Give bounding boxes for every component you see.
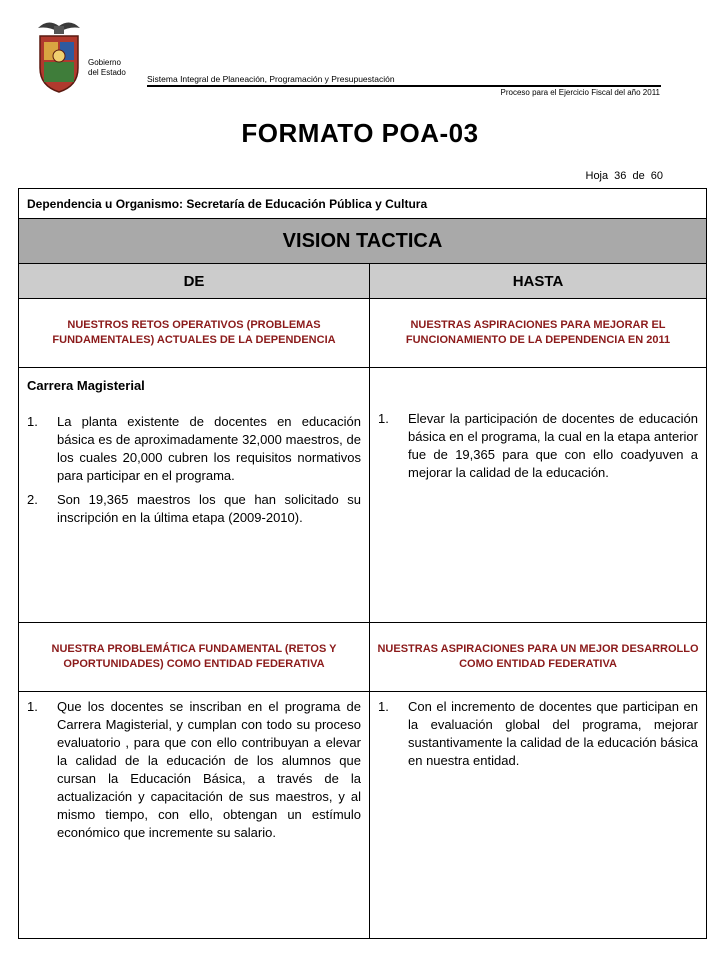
problematica-fundamental-cell [19, 692, 370, 939]
item-text: La planta existente de docentes en educación básica es de aproximadamente 32,000 maestros, de los cuales 20,000 cubren los requisitos normativos para participar en el programa. [57, 414, 361, 483]
retos-operativos-cell [19, 368, 370, 623]
gobierno-line1: Gobierno [88, 58, 121, 67]
list-item [27, 413, 361, 485]
aspiraciones-entidad-cell [370, 692, 707, 939]
carrera-magisterial-label: Carrera Magisterial [27, 378, 145, 393]
gobierno-line2: del Estado [88, 68, 126, 77]
list-item [27, 491, 361, 527]
item-text: Son 19,365 maestros los que han solicitado su inscripción en la última etapa (2009-2010). [57, 492, 361, 525]
retos-operativos-header: NUESTROS RETOS OPERATIVOS (PROBLEMAS FUNDAMENTALES) ACTUALES DE LA DEPENDENCIA [19, 299, 370, 368]
page-number: Hoja 36 de 60 [585, 170, 663, 182]
dependencia-cell: Dependencia u Organismo: Secretaría de Educación Pública y Cultura [19, 189, 707, 219]
aspiraciones-entidad-header: NUESTRAS ASPIRACIONES PARA UN MEJOR DESARROLLO COMO ENTIDAD FEDERATIVA [370, 623, 707, 692]
item-number: 1. [27, 699, 38, 714]
item-number: 1. [27, 414, 38, 429]
problematica-fundamental-header: NUESTRA PROBLEMÁTICA FUNDAMENTAL (RETOS Y OPORTUNIDADES) COMO ENTIDAD FEDERATIVA [19, 623, 370, 692]
item-text: Que los docentes se inscriban en el programa de Carrera Magisterial, y cumplan con todo su proceso evaluatorio , para que con ello contribuyan a elevar la calidad de la educación de los alumnos que cursan la Educación Básica, a través de la actualización y capacitación de sus maestros, y al mismo tiempo, con ello, obtengan un estímulo económico que incremente su salario. [57, 699, 361, 840]
poa-table [18, 188, 707, 939]
proceso-label: Proceso para el Ejercicio Fiscal del año 2011 [500, 88, 660, 97]
gobierno-label [88, 58, 126, 78]
state-seal-logo [34, 16, 84, 96]
item-text: Con el incremento de docentes que participan en la evaluación global del programa, mejorar sustantivamente la calidad de la educación básica en nuestra entidad. [408, 699, 698, 768]
list-item [378, 698, 698, 770]
list-item [378, 410, 698, 482]
item-number: 1. [378, 699, 389, 714]
sistema-label: Sistema Integral de Planeación, Programación y Presupuestación [147, 74, 395, 84]
item-number: 1. [378, 411, 389, 426]
list-item [27, 698, 361, 842]
item-text: Elevar la participación de docentes de educación básica en el programa, la cual en la etapa anterior fue de 19,365 para que con ello coadyuven a mejorar la calidad de la educación. [408, 411, 698, 480]
column-header-hasta: HASTA [370, 264, 707, 299]
page-title: FORMATO POA-03 [241, 118, 479, 148]
aspiraciones-dependencia-cell [370, 368, 707, 623]
header-rule [147, 85, 661, 87]
vision-header: VISION TACTICA [19, 219, 707, 264]
column-header-de: DE [19, 264, 370, 299]
item-number: 2. [27, 492, 38, 507]
aspiraciones-dependencia-header: NUESTRAS ASPIRACIONES PARA MEJORAR EL FUNCIONAMIENTO DE LA DEPENDENCIA EN 2011 [370, 299, 707, 368]
